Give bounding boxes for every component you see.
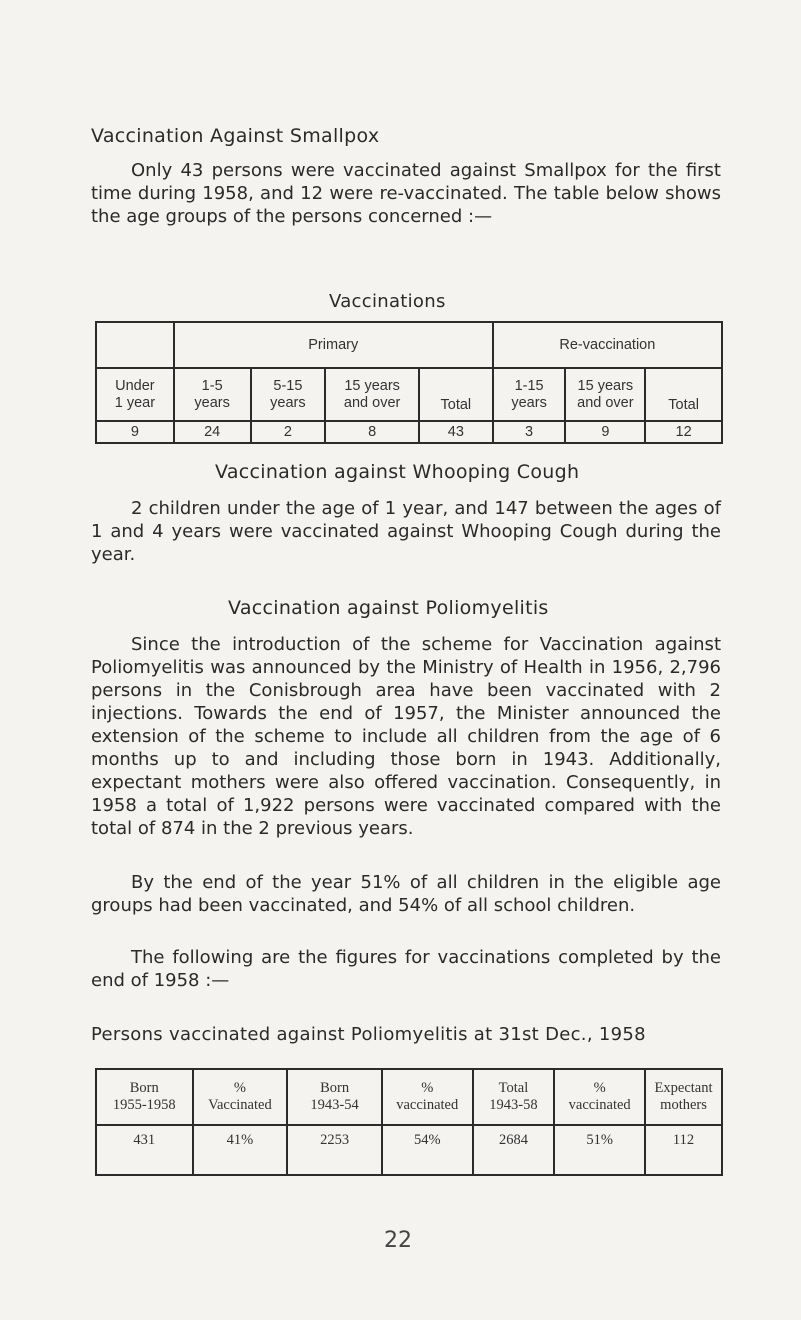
table-cell: 41% <box>193 1125 288 1175</box>
col-header-1-5-years: 1-5 years <box>174 368 251 421</box>
whooping-cough-paragraph: 2 children under the age of 1 year, and 147 between the ages of 1 and 4 years were vaccinated against Whooping Cough during the year. <box>91 498 721 565</box>
col-header-expectant-mothers: Expectant mothers <box>645 1069 722 1125</box>
vaccinations-table-title: Vaccinations <box>329 291 446 312</box>
col-header-pct-vaccinated-2: % vaccinated <box>382 1069 473 1125</box>
table-cell: 9 <box>96 421 174 443</box>
table-cell: 51% <box>554 1125 645 1175</box>
polio-heading: Vaccination against Poliomyelitis <box>228 597 549 619</box>
col-header-total: Total <box>419 368 493 421</box>
col-header-under-1-year: Under 1 year <box>96 368 174 421</box>
group-header-revaccination: Re-vaccination <box>493 322 722 368</box>
whooping-cough-heading: Vaccination against Whooping Cough <box>215 461 580 483</box>
polio-table <box>95 1068 723 1176</box>
polio-table-title: Persons vaccinated against Poliomyelitis at 31st Dec., 1958 <box>91 1024 646 1045</box>
polio-paragraph-2: By the end of the year 51% of all children in the eligible age groups had been vaccinated, and 54% of all school children. <box>91 872 721 916</box>
table-cell: 2253 <box>287 1125 382 1175</box>
table-cell: 24 <box>174 421 251 443</box>
smallpox-heading: Vaccination Against Smallpox <box>91 125 380 147</box>
col-header-pct-vaccinated-1: % Vaccinated <box>193 1069 288 1125</box>
smallpox-table <box>95 321 723 444</box>
polio-paragraph-1: Since the introduction of the scheme for Vaccination against Poliomyelitis was announced by the Ministry of Health in 1956, 2,796 persons in the Conisbrough area have been vaccinated with 2 injections. Towards the end of 1957, the Minister announced the extension of the scheme to include all children from the age of 6 months up to and including those born in 1943. Additionally, expectant mothers were also offered vaccination. Consequently, in 1958 a total of 1,922 persons were vaccinated compared with the total of 874 in the 2 previous years. <box>91 634 721 839</box>
smallpox-paragraph: Only 43 persons were vaccinated against Smallpox for the first time during 1958, and 12 were re-vaccinated. The table below shows the age groups of the persons concerned :— <box>91 160 721 227</box>
col-header-revacc-1-15-years: 1-15 years <box>493 368 566 421</box>
table-cell: 8 <box>325 421 419 443</box>
page-number: 22 <box>384 1228 412 1253</box>
table-cell: 43 <box>419 421 493 443</box>
table-cell: 9 <box>565 421 645 443</box>
col-header-total-1943-58: Total 1943-58 <box>473 1069 555 1125</box>
table-cell: 3 <box>493 421 566 443</box>
table-cell-blank <box>96 322 174 368</box>
table-cell: 112 <box>645 1125 722 1175</box>
col-header-born-1955-1958: Born 1955-1958 <box>96 1069 193 1125</box>
table-cell: 54% <box>382 1125 473 1175</box>
col-header-revacc-total: Total <box>645 368 722 421</box>
col-header-revacc-15-and-over: 15 years and over <box>565 368 645 421</box>
col-header-15-and-over: 15 years and over <box>325 368 419 421</box>
table-cell: 12 <box>645 421 722 443</box>
col-header-5-15-years: 5-15 years <box>251 368 326 421</box>
col-header-born-1943-54: Born 1943-54 <box>287 1069 382 1125</box>
table-cell: 2 <box>251 421 326 443</box>
group-header-primary: Primary <box>174 322 493 368</box>
col-header-pct-vaccinated-3: % vaccinated <box>554 1069 645 1125</box>
table-cell: 2684 <box>473 1125 555 1175</box>
polio-paragraph-3: The following are the figures for vaccinations completed by the end of 1958 :— <box>91 947 721 991</box>
table-cell: 431 <box>96 1125 193 1175</box>
